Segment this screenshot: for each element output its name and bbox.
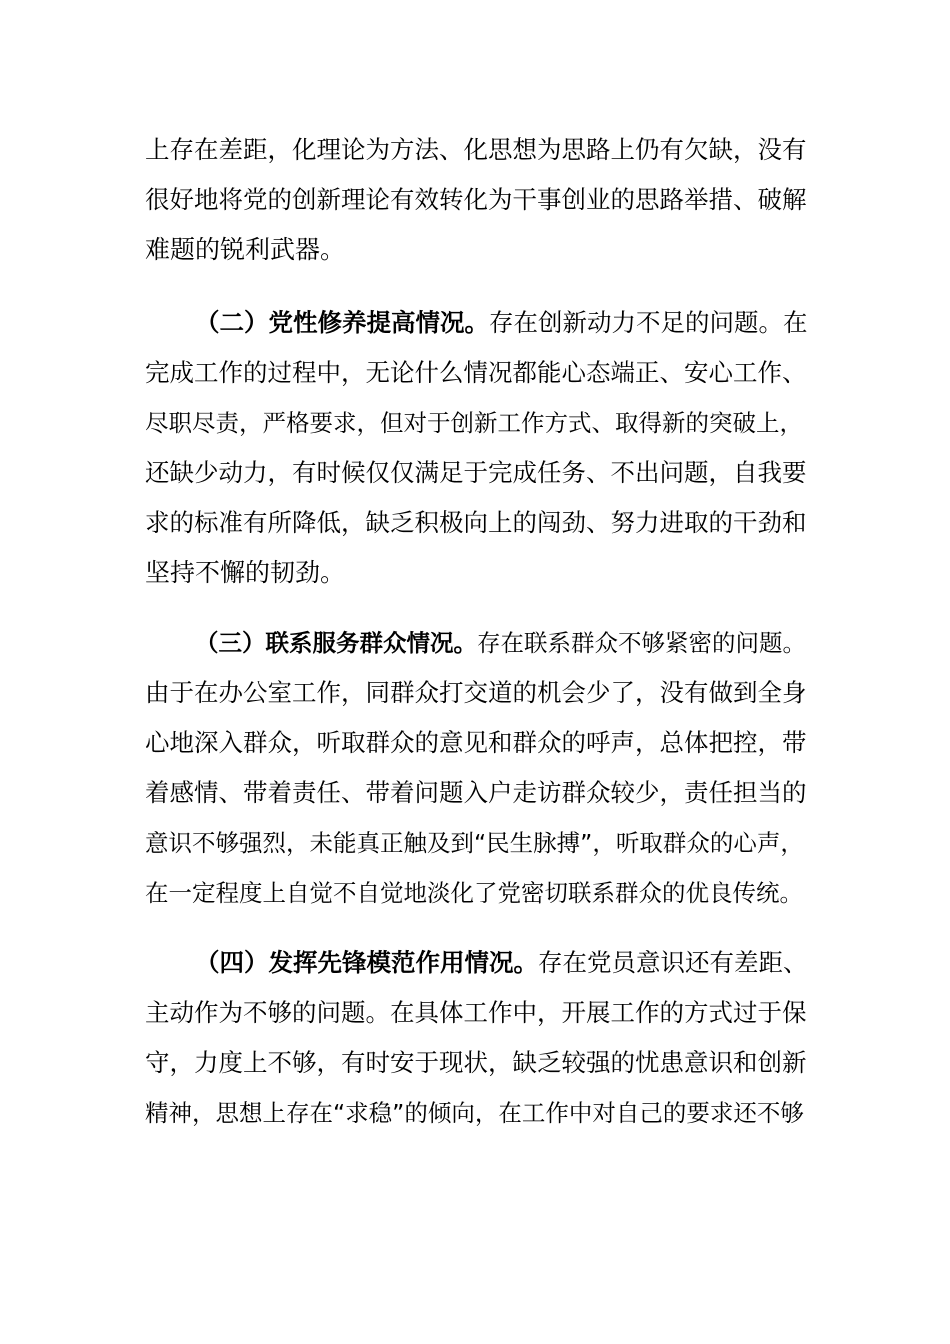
- paragraph-line: 在一定程度上自觉不自觉地淡化了党密切联系群众的优良传统。: [145, 879, 803, 907]
- section-4-first-line-text: 存在党员意识还有差距、: [538, 948, 808, 977]
- paragraph-line: 坚持不懈的韧劲。: [145, 558, 346, 587]
- paragraph-line: 尽职尽责，严格要求，但对于创新工作方式、取得新的突破上，: [145, 409, 803, 437]
- section-4-first-line: [195, 943, 815, 983]
- paragraph-line: 求的标准有所降低，缺乏积极向上的闯劲、努力进取的干劲和: [145, 508, 807, 537]
- section-3-first-line: [195, 623, 815, 663]
- section-2-first-line: [195, 303, 815, 343]
- section-3-first-line-text: 存在联系群众不够紧密的问题。: [477, 629, 806, 657]
- paragraph-line: 意识不够强烈，未能真正触及到“民生脉搏”，听取群众的心声，: [145, 829, 804, 857]
- paragraph-line: 心地深入群众，听取群众的意见和群众的呼声，总体把控，带: [145, 728, 807, 757]
- paragraph-line: 完成工作的过程中，无论什么情况都能心态端正、安心工作、: [145, 358, 807, 387]
- paragraph-line: 着感情、带着责任、带着问题入户走访群众较少，责任担当的: [145, 778, 807, 807]
- paragraph-line: 还缺少动力，有时候仅仅满足于完成任务、不出问题，自我要: [145, 458, 807, 487]
- section-4-heading: （四）发挥先锋模范作用情况。: [195, 948, 538, 977]
- paragraph-line: 守，力度上不够，有时安于现状，缺乏较强的忧患意识和创新: [145, 1048, 807, 1077]
- section-2-heading: （二）党性修养提高情况。: [195, 308, 489, 337]
- section-2-first-line-text: 存在创新动力不足的问题。在: [489, 308, 808, 337]
- paragraph-line: 主动作为不够的问题。在具体工作中，开展工作的方式过于保: [145, 998, 807, 1027]
- paragraph-line: 由于在办公室工作，同群众打交道的机会少了，没有做到全身: [145, 678, 807, 707]
- section-3-heading: （三）联系服务群众情况。: [195, 629, 477, 657]
- paragraph-line: 精神，思想上存在“求稳”的倾向，在工作中对自己的要求还不够: [145, 1099, 804, 1127]
- paragraph-line: 难题的锐利武器。: [145, 235, 346, 264]
- paragraph-line: 上存在差距，化理论为方法、化思想为思路上仍有欠缺，没有: [145, 135, 807, 164]
- paragraph-line: 很好地将党的创新理论有效转化为干事创业的思路举措、破解: [145, 185, 807, 214]
